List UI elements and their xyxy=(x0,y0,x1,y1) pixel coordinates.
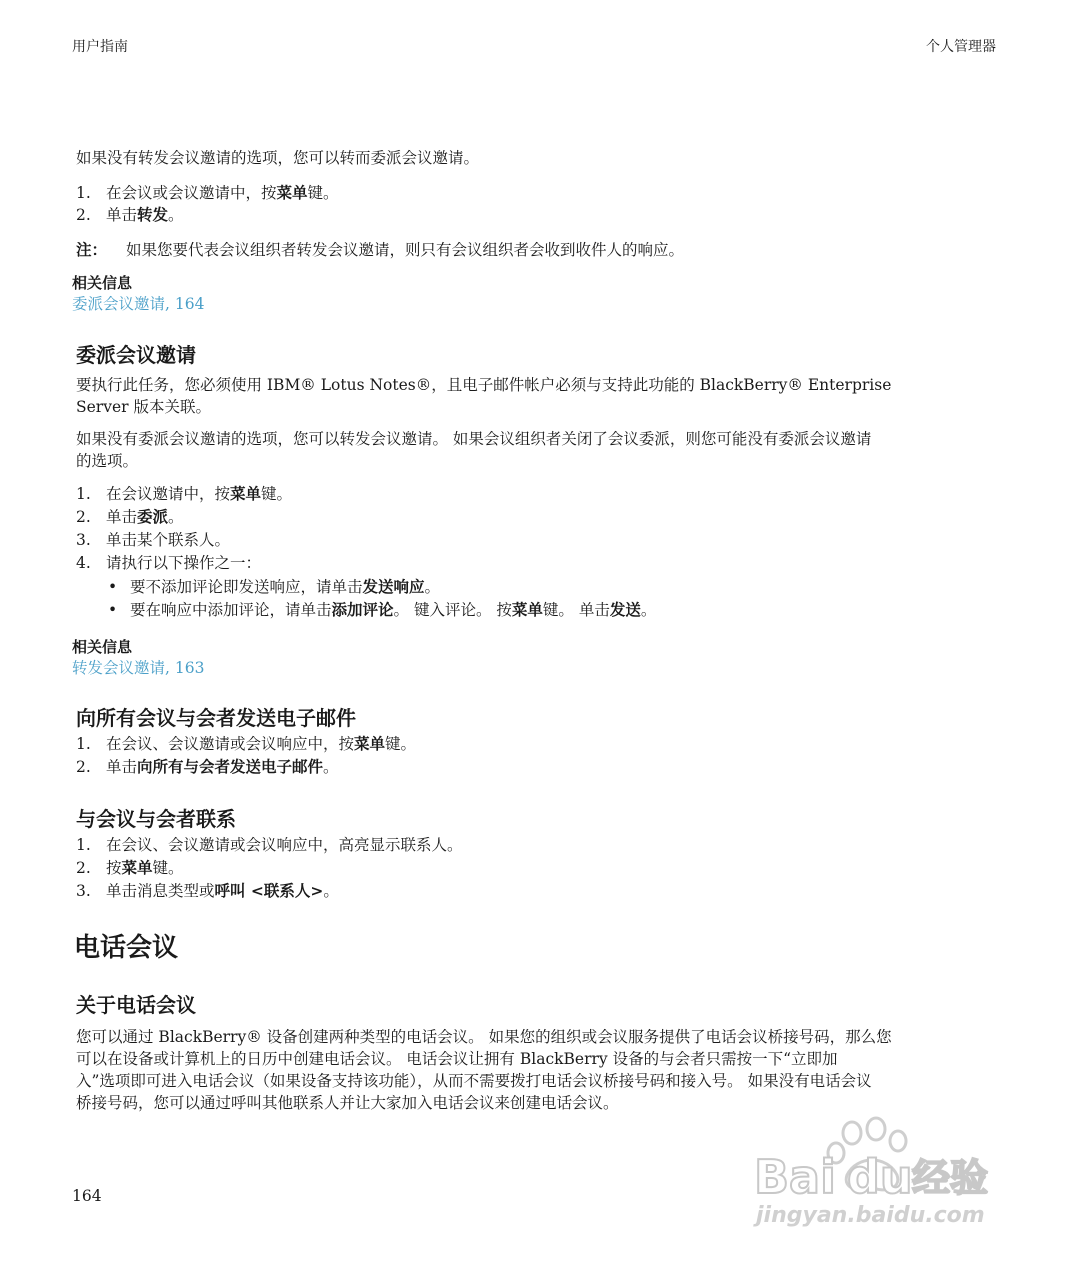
bullet-keyword: 菜单 xyxy=(511,601,543,619)
step-number: 1. xyxy=(76,836,91,854)
step-text: 请执行以下操作之一： xyxy=(106,554,262,572)
step-keyword: 向所有与会者发送电子邮件 xyxy=(137,758,324,776)
note-label: 注： xyxy=(76,241,108,259)
step-keyword: 菜单 xyxy=(354,735,386,753)
step-number: 4. xyxy=(76,554,91,572)
step-text-end: 。 xyxy=(168,508,184,526)
step-text-end: 。 xyxy=(168,206,184,224)
header-section-title: 个人管理器 xyxy=(926,39,996,55)
bullet-keyword: 发送响应 xyxy=(362,578,425,596)
svg-text:du: du xyxy=(847,1150,913,1204)
step-text-end: 键。 xyxy=(261,485,293,503)
step-text-end: 键。 xyxy=(307,184,339,202)
step-keyword: 菜单 xyxy=(121,859,153,877)
step-text: 单击 xyxy=(106,508,138,526)
step-text-end: 。 xyxy=(323,882,339,900)
baidu-jingyan-watermark xyxy=(752,1115,1002,1265)
step-number: 1. xyxy=(76,485,91,503)
bullet-text-end: 。 xyxy=(640,601,657,619)
step-text: 在会议或会议邀请中，按 xyxy=(106,184,277,202)
bullet-keyword: 添加评论 xyxy=(331,601,394,619)
paragraph-line: 可以在设备或计算机上的日历中创建电话会议。 电话会议让拥有 BlackBerry 设备的与会者只需按一下“立即加 xyxy=(76,1050,838,1068)
bullet-text: 要在响应中添加评论，请单击 xyxy=(130,601,332,619)
paragraph-line: Server 版本关联。 xyxy=(76,398,211,416)
step-text: 在会议、会议邀请或会议响应中，按 xyxy=(106,735,355,753)
note-text: 如果您要代表会议组织者转发会议邀请，则只有会议组织者会收到收件人的响应。 xyxy=(125,241,684,259)
section-title-email-all: 向所有会议与会者发送电子邮件 xyxy=(76,706,356,730)
bullet-icon: • xyxy=(108,601,118,619)
related-link-delegate[interactable]: 委派会议邀请, 164 xyxy=(72,295,205,313)
svg-text:经验: 经验 xyxy=(912,1156,989,1200)
bullet-text: 要不添加评论即发送响应，请单击 xyxy=(130,578,363,596)
step-text-end: 。 xyxy=(323,758,339,776)
related-info-label: 相关信息 xyxy=(72,638,133,656)
step-text: 单击 xyxy=(106,758,138,776)
paragraph-line: 要执行此任务，您必须使用 IBM® Lotus Notes®，且电子邮件帐户必须与支持此功能的 BlackBerry® Enterprise xyxy=(76,376,892,394)
step-text: 单击 xyxy=(106,206,138,224)
paragraph-line: 您可以通过 BlackBerry® 设备创建两种类型的电话会议。 如果您的组织或会议服务提供了电话会议桥接号码，那么您 xyxy=(76,1028,892,1046)
bullet-icon: • xyxy=(108,578,118,596)
header-doc-title: 用户指南 xyxy=(72,39,128,55)
step-keyword: 呼叫 <联系人> xyxy=(214,882,324,900)
related-info-label: 相关信息 xyxy=(72,274,133,292)
step-keyword: 菜单 xyxy=(276,184,308,202)
section-title-about-conference: 关于电话会议 xyxy=(76,993,196,1017)
step-text: 在会议、会议邀请或会议响应中，高亮显示联系人。 xyxy=(106,836,463,854)
paragraph-line: 如果没有委派会议邀请的选项，您可以转发会议邀请。 如果会议组织者关闭了会议委派，则您可能没有委派会议邀请 xyxy=(76,430,872,448)
step-keyword: 菜单 xyxy=(230,485,262,503)
step-number: 2. xyxy=(76,859,91,877)
step-keyword: 委派 xyxy=(137,508,169,526)
step-text: 按 xyxy=(106,859,122,877)
paragraph-line: 的选项。 xyxy=(76,452,139,470)
step-number: 1. xyxy=(76,184,91,202)
bullet-text-mid: 。 键入评论。 按 xyxy=(393,601,512,619)
paragraph-line: 桥接号码，您可以通过呼叫其他联系人并让大家加入电话会议来创建电话会议。 xyxy=(76,1094,619,1112)
section-title-contact: 与会议与会者联系 xyxy=(76,807,236,831)
note xyxy=(76,239,684,261)
step-number: 2. xyxy=(76,206,91,224)
step-number: 3. xyxy=(76,531,91,549)
section-title-delegate: 委派会议邀请 xyxy=(76,343,196,367)
related-link-forward[interactable]: 转发会议邀请, 163 xyxy=(72,659,205,677)
step-text-end: 键。 xyxy=(385,735,417,753)
step-number: 2. xyxy=(76,758,91,776)
step-text: 在会议邀请中，按 xyxy=(106,485,231,503)
step-text-end: 键。 xyxy=(152,859,184,877)
svg-text:Bai: Bai xyxy=(754,1150,836,1204)
watermark-url: jingyan.baidu.com xyxy=(756,1203,985,1228)
step-keyword: 转发 xyxy=(137,206,169,224)
bullet-text-mid: 键。 单击 xyxy=(542,601,610,619)
intro-text: 如果没有转发会议邀请的选项，您可以转而委派会议邀请。 xyxy=(76,149,480,167)
step-number: 2. xyxy=(76,508,91,526)
step-text: 单击某个联系人。 xyxy=(106,531,231,549)
step-number: 1. xyxy=(76,735,91,753)
page-number: 164 xyxy=(72,1187,102,1205)
bullet-keyword: 发送 xyxy=(609,601,641,619)
bullet-text-end: 。 xyxy=(424,578,441,596)
step-number: 3. xyxy=(76,882,91,900)
baidu-paw-logo-icon xyxy=(752,1115,1002,1265)
step-text: 单击消息类型或 xyxy=(106,882,215,900)
chapter-heading-conference: 电话会议 xyxy=(74,933,179,963)
paragraph-line: 入”选项即可进入电话会议（如果设备支持该功能），从而不需要拨打电话会议桥接号码和接入号。 如果没有电话会议 xyxy=(76,1072,872,1090)
